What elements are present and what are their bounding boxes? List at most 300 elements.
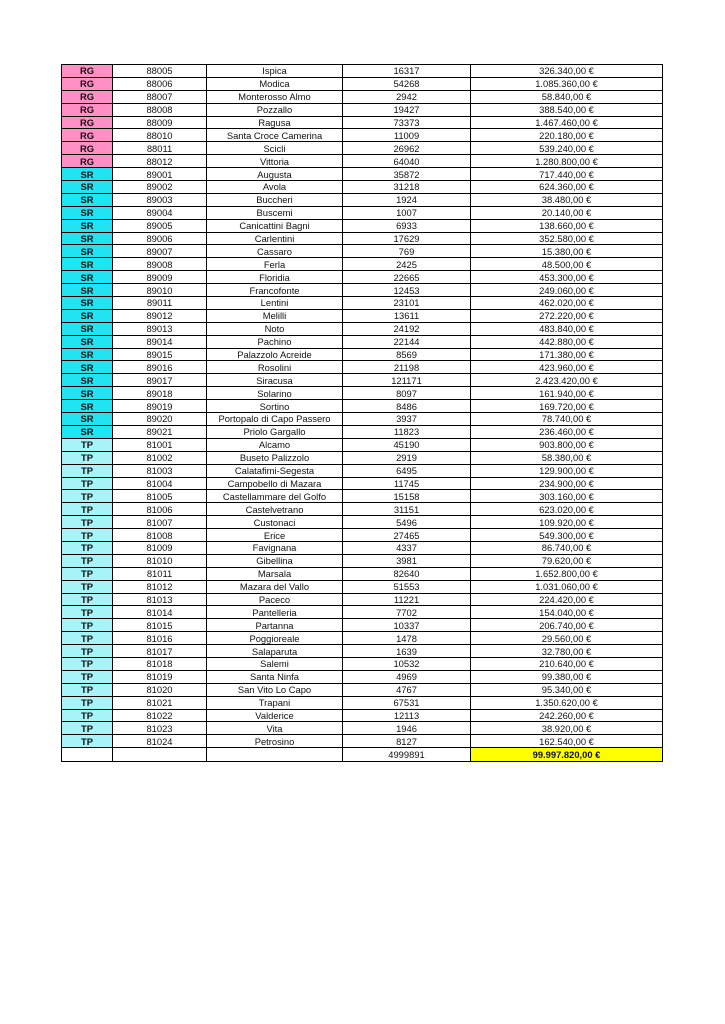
istat-code-cell: 89002 bbox=[113, 181, 207, 194]
amount-cell: 1.350.620,00 € bbox=[471, 696, 663, 709]
table-row bbox=[62, 90, 663, 103]
table-row bbox=[62, 361, 663, 374]
province-cell: RG bbox=[62, 65, 113, 78]
province-cell: RG bbox=[62, 142, 113, 155]
province-cell: SR bbox=[62, 335, 113, 348]
province-cell: TP bbox=[62, 606, 113, 619]
table-row bbox=[62, 735, 663, 748]
municipality-cell: Canicattini Bagni bbox=[207, 219, 343, 232]
population-cell: 51553 bbox=[343, 580, 471, 593]
table-row bbox=[62, 271, 663, 284]
population-cell: 27465 bbox=[343, 529, 471, 542]
province-cell: TP bbox=[62, 438, 113, 451]
municipality-cell: Solarino bbox=[207, 387, 343, 400]
istat-code-cell: 81019 bbox=[113, 670, 207, 683]
population-cell: 4767 bbox=[343, 683, 471, 696]
population-cell: 6933 bbox=[343, 219, 471, 232]
table-row bbox=[62, 451, 663, 464]
province-cell: SR bbox=[62, 348, 113, 361]
amount-cell: 29.560,00 € bbox=[471, 632, 663, 645]
istat-code-cell: 89001 bbox=[113, 168, 207, 181]
istat-code-cell: 81005 bbox=[113, 490, 207, 503]
amount-cell: 58.840,00 € bbox=[471, 90, 663, 103]
istat-code-cell: 89013 bbox=[113, 322, 207, 335]
province-cell: RG bbox=[62, 77, 113, 90]
istat-code-cell: 81004 bbox=[113, 477, 207, 490]
province-cell: SR bbox=[62, 219, 113, 232]
table-row bbox=[62, 413, 663, 426]
municipality-cell: Petrosino bbox=[207, 735, 343, 748]
total-empty-province bbox=[62, 748, 113, 762]
province-cell: TP bbox=[62, 696, 113, 709]
population-cell: 7702 bbox=[343, 606, 471, 619]
province-cell: SR bbox=[62, 245, 113, 258]
istat-code-cell: 81021 bbox=[113, 696, 207, 709]
table-body bbox=[62, 65, 663, 762]
population-cell: 22144 bbox=[343, 335, 471, 348]
municipality-cell: Priolo Gargallo bbox=[207, 425, 343, 438]
table-row bbox=[62, 477, 663, 490]
istat-code-cell: 81020 bbox=[113, 683, 207, 696]
population-cell: 19427 bbox=[343, 103, 471, 116]
municipality-cell: Favignana bbox=[207, 541, 343, 554]
amount-cell: 58.380,00 € bbox=[471, 451, 663, 464]
population-cell: 31151 bbox=[343, 503, 471, 516]
population-cell: 4337 bbox=[343, 541, 471, 554]
table-row bbox=[62, 490, 663, 503]
province-cell: SR bbox=[62, 232, 113, 245]
population-cell: 11221 bbox=[343, 593, 471, 606]
total-row bbox=[62, 748, 663, 762]
amount-cell: 462.020,00 € bbox=[471, 297, 663, 310]
municipality-cell: Floridia bbox=[207, 271, 343, 284]
province-cell: TP bbox=[62, 541, 113, 554]
istat-code-cell: 81012 bbox=[113, 580, 207, 593]
municipality-cell: Siracusa bbox=[207, 374, 343, 387]
table-row bbox=[62, 632, 663, 645]
province-cell: TP bbox=[62, 735, 113, 748]
table-row bbox=[62, 696, 663, 709]
istat-code-cell: 89015 bbox=[113, 348, 207, 361]
table-row bbox=[62, 181, 663, 194]
table-row bbox=[62, 529, 663, 542]
istat-code-cell: 88009 bbox=[113, 116, 207, 129]
province-cell: SR bbox=[62, 413, 113, 426]
amount-cell: 79.620,00 € bbox=[471, 554, 663, 567]
table-row bbox=[62, 309, 663, 322]
municipality-cell: Trapani bbox=[207, 696, 343, 709]
istat-code-cell: 89020 bbox=[113, 413, 207, 426]
population-cell: 8486 bbox=[343, 400, 471, 413]
population-cell: 11823 bbox=[343, 425, 471, 438]
province-cell: TP bbox=[62, 619, 113, 632]
population-cell: 121171 bbox=[343, 374, 471, 387]
istat-code-cell: 89003 bbox=[113, 193, 207, 206]
province-cell: TP bbox=[62, 464, 113, 477]
population-cell: 35872 bbox=[343, 168, 471, 181]
population-cell: 2425 bbox=[343, 258, 471, 271]
province-cell: TP bbox=[62, 503, 113, 516]
population-cell: 10532 bbox=[343, 657, 471, 670]
province-cell: SR bbox=[62, 400, 113, 413]
funding-table bbox=[61, 64, 663, 762]
table-row bbox=[62, 219, 663, 232]
province-cell: TP bbox=[62, 657, 113, 670]
population-cell: 1946 bbox=[343, 722, 471, 735]
amount-cell: 20.140,00 € bbox=[471, 206, 663, 219]
municipality-cell: Marsala bbox=[207, 567, 343, 580]
municipality-cell: Custonaci bbox=[207, 516, 343, 529]
municipality-cell: Lentini bbox=[207, 297, 343, 310]
istat-code-cell: 89009 bbox=[113, 271, 207, 284]
population-cell: 82640 bbox=[343, 567, 471, 580]
amount-cell: 220.180,00 € bbox=[471, 129, 663, 142]
municipality-cell: Avola bbox=[207, 181, 343, 194]
amount-cell: 1.652.800,00 € bbox=[471, 567, 663, 580]
total-amount: 99.997.820,00 € bbox=[471, 748, 663, 762]
municipality-cell: Carlentini bbox=[207, 232, 343, 245]
table-row bbox=[62, 593, 663, 606]
table-row bbox=[62, 206, 663, 219]
istat-code-cell: 88012 bbox=[113, 155, 207, 168]
istat-code-cell: 81008 bbox=[113, 529, 207, 542]
istat-code-cell: 81009 bbox=[113, 541, 207, 554]
amount-cell: 95.340,00 € bbox=[471, 683, 663, 696]
amount-cell: 38.480,00 € bbox=[471, 193, 663, 206]
province-cell: SR bbox=[62, 271, 113, 284]
istat-code-cell: 81018 bbox=[113, 657, 207, 670]
province-cell: SR bbox=[62, 258, 113, 271]
amount-cell: 109.920,00 € bbox=[471, 516, 663, 529]
province-cell: SR bbox=[62, 387, 113, 400]
population-cell: 5496 bbox=[343, 516, 471, 529]
istat-code-cell: 81013 bbox=[113, 593, 207, 606]
table-row bbox=[62, 142, 663, 155]
istat-code-cell: 89007 bbox=[113, 245, 207, 258]
table-row bbox=[62, 232, 663, 245]
population-cell: 4969 bbox=[343, 670, 471, 683]
table-row bbox=[62, 580, 663, 593]
amount-cell: 326.340,00 € bbox=[471, 65, 663, 78]
province-cell: TP bbox=[62, 490, 113, 503]
istat-code-cell: 81002 bbox=[113, 451, 207, 464]
table-row bbox=[62, 155, 663, 168]
istat-code-cell: 88007 bbox=[113, 90, 207, 103]
amount-cell: 539.240,00 € bbox=[471, 142, 663, 155]
amount-cell: 1.031.060,00 € bbox=[471, 580, 663, 593]
table-row bbox=[62, 116, 663, 129]
province-cell: RG bbox=[62, 129, 113, 142]
amount-cell: 129.900,00 € bbox=[471, 464, 663, 477]
municipality-cell: Paceco bbox=[207, 593, 343, 606]
municipality-cell: Calatafimi-Segesta bbox=[207, 464, 343, 477]
population-cell: 73373 bbox=[343, 116, 471, 129]
table-row bbox=[62, 335, 663, 348]
istat-code-cell: 81015 bbox=[113, 619, 207, 632]
population-cell: 769 bbox=[343, 245, 471, 258]
province-cell: SR bbox=[62, 361, 113, 374]
province-cell: SR bbox=[62, 425, 113, 438]
table-row bbox=[62, 65, 663, 78]
population-cell: 8127 bbox=[343, 735, 471, 748]
istat-code-cell: 81001 bbox=[113, 438, 207, 451]
municipality-cell: Valderice bbox=[207, 709, 343, 722]
istat-code-cell: 89019 bbox=[113, 400, 207, 413]
istat-code-cell: 89005 bbox=[113, 219, 207, 232]
population-cell: 45190 bbox=[343, 438, 471, 451]
municipality-cell: Pachino bbox=[207, 335, 343, 348]
istat-code-cell: 89011 bbox=[113, 297, 207, 310]
municipality-cell: Mazara del Vallo bbox=[207, 580, 343, 593]
municipality-cell: Buccheri bbox=[207, 193, 343, 206]
amount-cell: 78.740,00 € bbox=[471, 413, 663, 426]
population-cell: 17629 bbox=[343, 232, 471, 245]
table-row bbox=[62, 297, 663, 310]
istat-code-cell: 88006 bbox=[113, 77, 207, 90]
table-row bbox=[62, 284, 663, 297]
municipality-cell: Pantelleria bbox=[207, 606, 343, 619]
istat-code-cell: 81011 bbox=[113, 567, 207, 580]
province-cell: TP bbox=[62, 554, 113, 567]
population-cell: 8569 bbox=[343, 348, 471, 361]
amount-cell: 48.500,00 € bbox=[471, 258, 663, 271]
table-row bbox=[62, 129, 663, 142]
table-row bbox=[62, 503, 663, 516]
table-row bbox=[62, 258, 663, 271]
total-empty-municipality bbox=[207, 748, 343, 762]
population-cell: 8097 bbox=[343, 387, 471, 400]
istat-code-cell: 81023 bbox=[113, 722, 207, 735]
population-cell: 54268 bbox=[343, 77, 471, 90]
municipality-cell: Salaparuta bbox=[207, 645, 343, 658]
municipality-cell: Santa Croce Camerina bbox=[207, 129, 343, 142]
amount-cell: 242.260,00 € bbox=[471, 709, 663, 722]
province-cell: TP bbox=[62, 451, 113, 464]
population-cell: 67531 bbox=[343, 696, 471, 709]
population-cell: 6495 bbox=[343, 464, 471, 477]
amount-cell: 234.900,00 € bbox=[471, 477, 663, 490]
population-cell: 3937 bbox=[343, 413, 471, 426]
province-cell: TP bbox=[62, 709, 113, 722]
amount-cell: 442.880,00 € bbox=[471, 335, 663, 348]
istat-code-cell: 89018 bbox=[113, 387, 207, 400]
population-cell: 1478 bbox=[343, 632, 471, 645]
amount-cell: 717.440,00 € bbox=[471, 168, 663, 181]
municipality-cell: Gibellina bbox=[207, 554, 343, 567]
municipality-cell: Modica bbox=[207, 77, 343, 90]
table-row bbox=[62, 322, 663, 335]
table-row bbox=[62, 387, 663, 400]
population-cell: 22665 bbox=[343, 271, 471, 284]
population-cell: 1639 bbox=[343, 645, 471, 658]
amount-cell: 171.380,00 € bbox=[471, 348, 663, 361]
table-row bbox=[62, 554, 663, 567]
table-row bbox=[62, 606, 663, 619]
amount-cell: 162.540,00 € bbox=[471, 735, 663, 748]
istat-code-cell: 89008 bbox=[113, 258, 207, 271]
municipality-cell: Castellammare del Golfo bbox=[207, 490, 343, 503]
istat-code-cell: 89017 bbox=[113, 374, 207, 387]
table-row bbox=[62, 425, 663, 438]
table-row bbox=[62, 709, 663, 722]
province-cell: TP bbox=[62, 593, 113, 606]
total-empty-code bbox=[113, 748, 207, 762]
amount-cell: 38.920,00 € bbox=[471, 722, 663, 735]
province-cell: TP bbox=[62, 683, 113, 696]
istat-code-cell: 81006 bbox=[113, 503, 207, 516]
population-cell: 3981 bbox=[343, 554, 471, 567]
municipality-cell: San Vito Lo Capo bbox=[207, 683, 343, 696]
municipality-cell: Noto bbox=[207, 322, 343, 335]
istat-code-cell: 88008 bbox=[113, 103, 207, 116]
amount-cell: 99.380,00 € bbox=[471, 670, 663, 683]
municipality-cell: Rosolini bbox=[207, 361, 343, 374]
amount-cell: 138.660,00 € bbox=[471, 219, 663, 232]
istat-code-cell: 89012 bbox=[113, 309, 207, 322]
province-cell: TP bbox=[62, 477, 113, 490]
amount-cell: 549.300,00 € bbox=[471, 529, 663, 542]
istat-code-cell: 81016 bbox=[113, 632, 207, 645]
municipality-cell: Francofonte bbox=[207, 284, 343, 297]
table-row bbox=[62, 374, 663, 387]
table-row bbox=[62, 400, 663, 413]
table-row bbox=[62, 348, 663, 361]
amount-cell: 1.467.460,00 € bbox=[471, 116, 663, 129]
province-cell: TP bbox=[62, 567, 113, 580]
amount-cell: 249.060,00 € bbox=[471, 284, 663, 297]
table-row bbox=[62, 516, 663, 529]
table-row bbox=[62, 245, 663, 258]
istat-code-cell: 89004 bbox=[113, 206, 207, 219]
table-row bbox=[62, 619, 663, 632]
istat-code-cell: 81017 bbox=[113, 645, 207, 658]
province-cell: SR bbox=[62, 374, 113, 387]
province-cell: SR bbox=[62, 309, 113, 322]
istat-code-cell: 89021 bbox=[113, 425, 207, 438]
municipality-cell: Santa Ninfa bbox=[207, 670, 343, 683]
municipality-cell: Pozzallo bbox=[207, 103, 343, 116]
amount-cell: 352.580,00 € bbox=[471, 232, 663, 245]
municipality-cell: Partanna bbox=[207, 619, 343, 632]
province-cell: SR bbox=[62, 193, 113, 206]
amount-cell: 903.800,00 € bbox=[471, 438, 663, 451]
amount-cell: 224.420,00 € bbox=[471, 593, 663, 606]
province-cell: TP bbox=[62, 632, 113, 645]
population-cell: 31218 bbox=[343, 181, 471, 194]
amount-cell: 303.160,00 € bbox=[471, 490, 663, 503]
amount-cell: 1.280.800,00 € bbox=[471, 155, 663, 168]
municipality-cell: Palazzolo Acreide bbox=[207, 348, 343, 361]
istat-code-cell: 81007 bbox=[113, 516, 207, 529]
istat-code-cell: 81024 bbox=[113, 735, 207, 748]
table-row bbox=[62, 567, 663, 580]
municipality-cell: Alcamo bbox=[207, 438, 343, 451]
province-cell: SR bbox=[62, 206, 113, 219]
municipality-cell: Monterosso Almo bbox=[207, 90, 343, 103]
istat-code-cell: 88005 bbox=[113, 65, 207, 78]
province-cell: SR bbox=[62, 322, 113, 335]
istat-code-cell: 81010 bbox=[113, 554, 207, 567]
amount-cell: 154.040,00 € bbox=[471, 606, 663, 619]
population-cell: 11745 bbox=[343, 477, 471, 490]
municipality-cell: Erice bbox=[207, 529, 343, 542]
table-row bbox=[62, 645, 663, 658]
population-cell: 2942 bbox=[343, 90, 471, 103]
municipality-cell: Buseto Palizzolo bbox=[207, 451, 343, 464]
table-row bbox=[62, 193, 663, 206]
population-cell: 26962 bbox=[343, 142, 471, 155]
province-cell: TP bbox=[62, 722, 113, 735]
table-row bbox=[62, 464, 663, 477]
istat-code-cell: 81022 bbox=[113, 709, 207, 722]
table-row bbox=[62, 541, 663, 554]
population-cell: 12113 bbox=[343, 709, 471, 722]
amount-cell: 169.720,00 € bbox=[471, 400, 663, 413]
amount-cell: 272.220,00 € bbox=[471, 309, 663, 322]
municipality-cell: Melilli bbox=[207, 309, 343, 322]
amount-cell: 624.360,00 € bbox=[471, 181, 663, 194]
total-population: 4999891 bbox=[343, 748, 471, 762]
amount-cell: 15.380,00 € bbox=[471, 245, 663, 258]
population-cell: 64040 bbox=[343, 155, 471, 168]
province-cell: TP bbox=[62, 580, 113, 593]
population-cell: 1924 bbox=[343, 193, 471, 206]
province-cell: SR bbox=[62, 181, 113, 194]
province-cell: TP bbox=[62, 670, 113, 683]
population-cell: 12453 bbox=[343, 284, 471, 297]
amount-cell: 423.960,00 € bbox=[471, 361, 663, 374]
istat-code-cell: 88011 bbox=[113, 142, 207, 155]
table-row bbox=[62, 722, 663, 735]
table-row bbox=[62, 670, 663, 683]
municipality-cell: Vittoria bbox=[207, 155, 343, 168]
istat-code-cell: 81014 bbox=[113, 606, 207, 619]
municipality-cell: Cassaro bbox=[207, 245, 343, 258]
table-row bbox=[62, 657, 663, 670]
istat-code-cell: 88010 bbox=[113, 129, 207, 142]
amount-cell: 2.423.420,00 € bbox=[471, 374, 663, 387]
amount-cell: 32.780,00 € bbox=[471, 645, 663, 658]
population-cell: 11009 bbox=[343, 129, 471, 142]
population-cell: 15158 bbox=[343, 490, 471, 503]
istat-code-cell: 89014 bbox=[113, 335, 207, 348]
province-cell: SR bbox=[62, 284, 113, 297]
province-cell: RG bbox=[62, 90, 113, 103]
table-row bbox=[62, 77, 663, 90]
amount-cell: 206.740,00 € bbox=[471, 619, 663, 632]
municipality-cell: Augusta bbox=[207, 168, 343, 181]
amount-cell: 86.740,00 € bbox=[471, 541, 663, 554]
population-cell: 2919 bbox=[343, 451, 471, 464]
table-row bbox=[62, 438, 663, 451]
amount-cell: 483.840,00 € bbox=[471, 322, 663, 335]
istat-code-cell: 81003 bbox=[113, 464, 207, 477]
population-cell: 16317 bbox=[343, 65, 471, 78]
population-cell: 10337 bbox=[343, 619, 471, 632]
province-cell: TP bbox=[62, 529, 113, 542]
province-cell: SR bbox=[62, 168, 113, 181]
table-row bbox=[62, 168, 663, 181]
amount-cell: 161.940,00 € bbox=[471, 387, 663, 400]
municipality-cell: Campobello di Mazara bbox=[207, 477, 343, 490]
municipality-cell: Buscemi bbox=[207, 206, 343, 219]
istat-code-cell: 89006 bbox=[113, 232, 207, 245]
municipality-cell: Sortino bbox=[207, 400, 343, 413]
amount-cell: 623.020,00 € bbox=[471, 503, 663, 516]
province-cell: TP bbox=[62, 516, 113, 529]
municipality-cell: Ragusa bbox=[207, 116, 343, 129]
municipality-cell: Salemi bbox=[207, 657, 343, 670]
